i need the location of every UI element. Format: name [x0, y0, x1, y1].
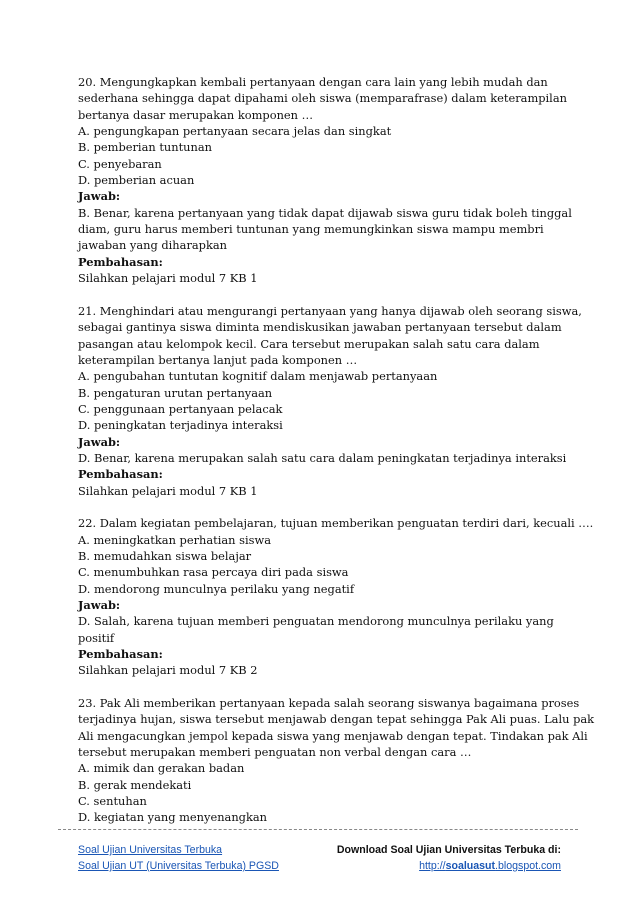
- question-text-line: 21. Menghindari atau mengurangi pertanyaan yang hanya dijawab oleh seorang siswa,: [78, 303, 582, 318]
- discussion-label: Pembahasan:: [78, 467, 163, 482]
- answer-label: Jawab:: [78, 434, 121, 449]
- question-text-line: 22. Dalam kegiatan pembelajaran, tujuan memberikan penguatan terdiri dari, kecuali ….: [78, 516, 594, 531]
- answer-text-line: diam, guru harus memberi tuntunan yang memungkinkan siswa mampu membri: [78, 222, 544, 237]
- option-c: C. penggunaan pertanyaan pelacak: [78, 401, 283, 416]
- question-text-line: keterampilan bertanya lanjut pada komponen …: [78, 352, 358, 367]
- option-b: B. memudahkan siswa belajar: [78, 548, 252, 563]
- question-text-line: tersebut merupakan memberi penguatan non verbal dengan cara …: [78, 745, 472, 760]
- option-b: B. pemberian tuntunan: [78, 140, 212, 155]
- footer-right: [337, 842, 561, 874]
- option-a: A. pengubahan tuntutan kognitif dalam menjawab pertanyaan: [78, 369, 438, 384]
- document-body: [78, 74, 595, 842]
- option-b: B. pengaturan urutan pertanyaan: [78, 385, 273, 400]
- discussion-label: Pembahasan:: [78, 254, 163, 269]
- option-b: B. gerak mendekati: [78, 777, 192, 792]
- footer-left: [78, 842, 279, 874]
- url-suffix: .blogspot.com: [495, 860, 561, 872]
- option-d: D. kegiatan yang menyenangkan: [78, 810, 267, 825]
- answer-text-line: positif: [78, 630, 115, 645]
- question-text-line: bertanya dasar merupakan komponen …: [78, 107, 314, 122]
- option-a: A. meningkatkan perhatian siswa: [78, 532, 271, 547]
- question-text-line: 20. Mengungkapkan kembali pertanyaan dengan cara lain yang lebih mudah dan: [78, 75, 548, 89]
- question-text-line: pasangan atau kelompok kecil. Cara tersebut merupakan salah satu cara dalam: [78, 336, 540, 351]
- question-22: [78, 515, 594, 678]
- url-prefix: http://: [419, 860, 446, 872]
- question-20: [78, 74, 572, 286]
- option-a: A. pengungkapan pertanyaan secara jelas dan singkat: [78, 124, 392, 139]
- discussion-text: Silahkan pelajari modul 7 KB 1: [78, 271, 258, 286]
- footer-link-soal-ujian-pgsd[interactable]: Soal Ujian UT (Universitas Terbuka) PGSD: [78, 860, 279, 872]
- footer-divider: [58, 829, 578, 830]
- question-text-line: terjadinya hujan, siswa tersebut menjawab dengan tepat sehingga Pak Ali puas. Lalu pak: [78, 712, 595, 727]
- answer-label: Jawab:: [78, 189, 121, 204]
- footer-blog-link[interactable]: [337, 858, 561, 874]
- question-21: [78, 303, 582, 499]
- answer-text-line: B. Benar, karena pertanyaan yang tidak dapat dijawab siswa guru tidak boleh tinggal: [78, 205, 572, 220]
- question-text-line: sebagai gantinya siswa diminta mendiskusikan jawaban pertanyaan tersebut dalam: [78, 320, 562, 335]
- answer-label: Jawab:: [78, 598, 121, 612]
- question-text-line: Ali mengacungkan jempol kepada siswa yang menjawab dengan tepat. Tindakan pak Ali: [78, 728, 588, 743]
- question-text-line: 23. Pak Ali memberikan pertanyaan kepada salah seorang siswanya bagaimana proses: [78, 696, 580, 711]
- answer-text-line: D. Benar, karena merupakan salah satu cara dalam peningkatan terjadinya interaksi: [78, 450, 567, 465]
- question-text-line: sederhana sehingga dapat dipahami oleh siswa (memparafrase) dalam keterampilan: [78, 91, 567, 106]
- discussion-text: Silahkan pelajari modul 7 KB 1: [78, 483, 258, 498]
- option-d: D. pemberian acuan: [78, 173, 195, 188]
- option-c: C. menumbuhkan rasa percaya diri pada siswa: [78, 565, 349, 580]
- option-c: C. penyebaran: [78, 156, 162, 171]
- footer-link-soal-ujian-ut[interactable]: Soal Ujian Universitas Terbuka: [78, 844, 223, 856]
- answer-text-line: jawaban yang diharapkan: [78, 238, 227, 253]
- discussion-text: Silahkan pelajari modul 7 KB 2: [78, 663, 258, 678]
- footer-download-label: Download Soal Ujian Universitas Terbuka di:: [336, 844, 561, 856]
- url-domain: soaluasut: [445, 860, 496, 872]
- option-a: A. mimik dan gerakan badan: [78, 761, 245, 776]
- question-23: [78, 695, 595, 826]
- option-c: C. sentuhan: [78, 794, 147, 809]
- answer-text-line: D. Salah, karena tujuan memberi penguatan mendorong munculnya perilaku yang: [78, 614, 554, 629]
- discussion-label: Pembahasan:: [78, 647, 163, 662]
- option-d: D. peningkatan terjadinya interaksi: [78, 418, 283, 433]
- option-d: D. mendorong munculnya perilaku yang negatif: [78, 581, 355, 596]
